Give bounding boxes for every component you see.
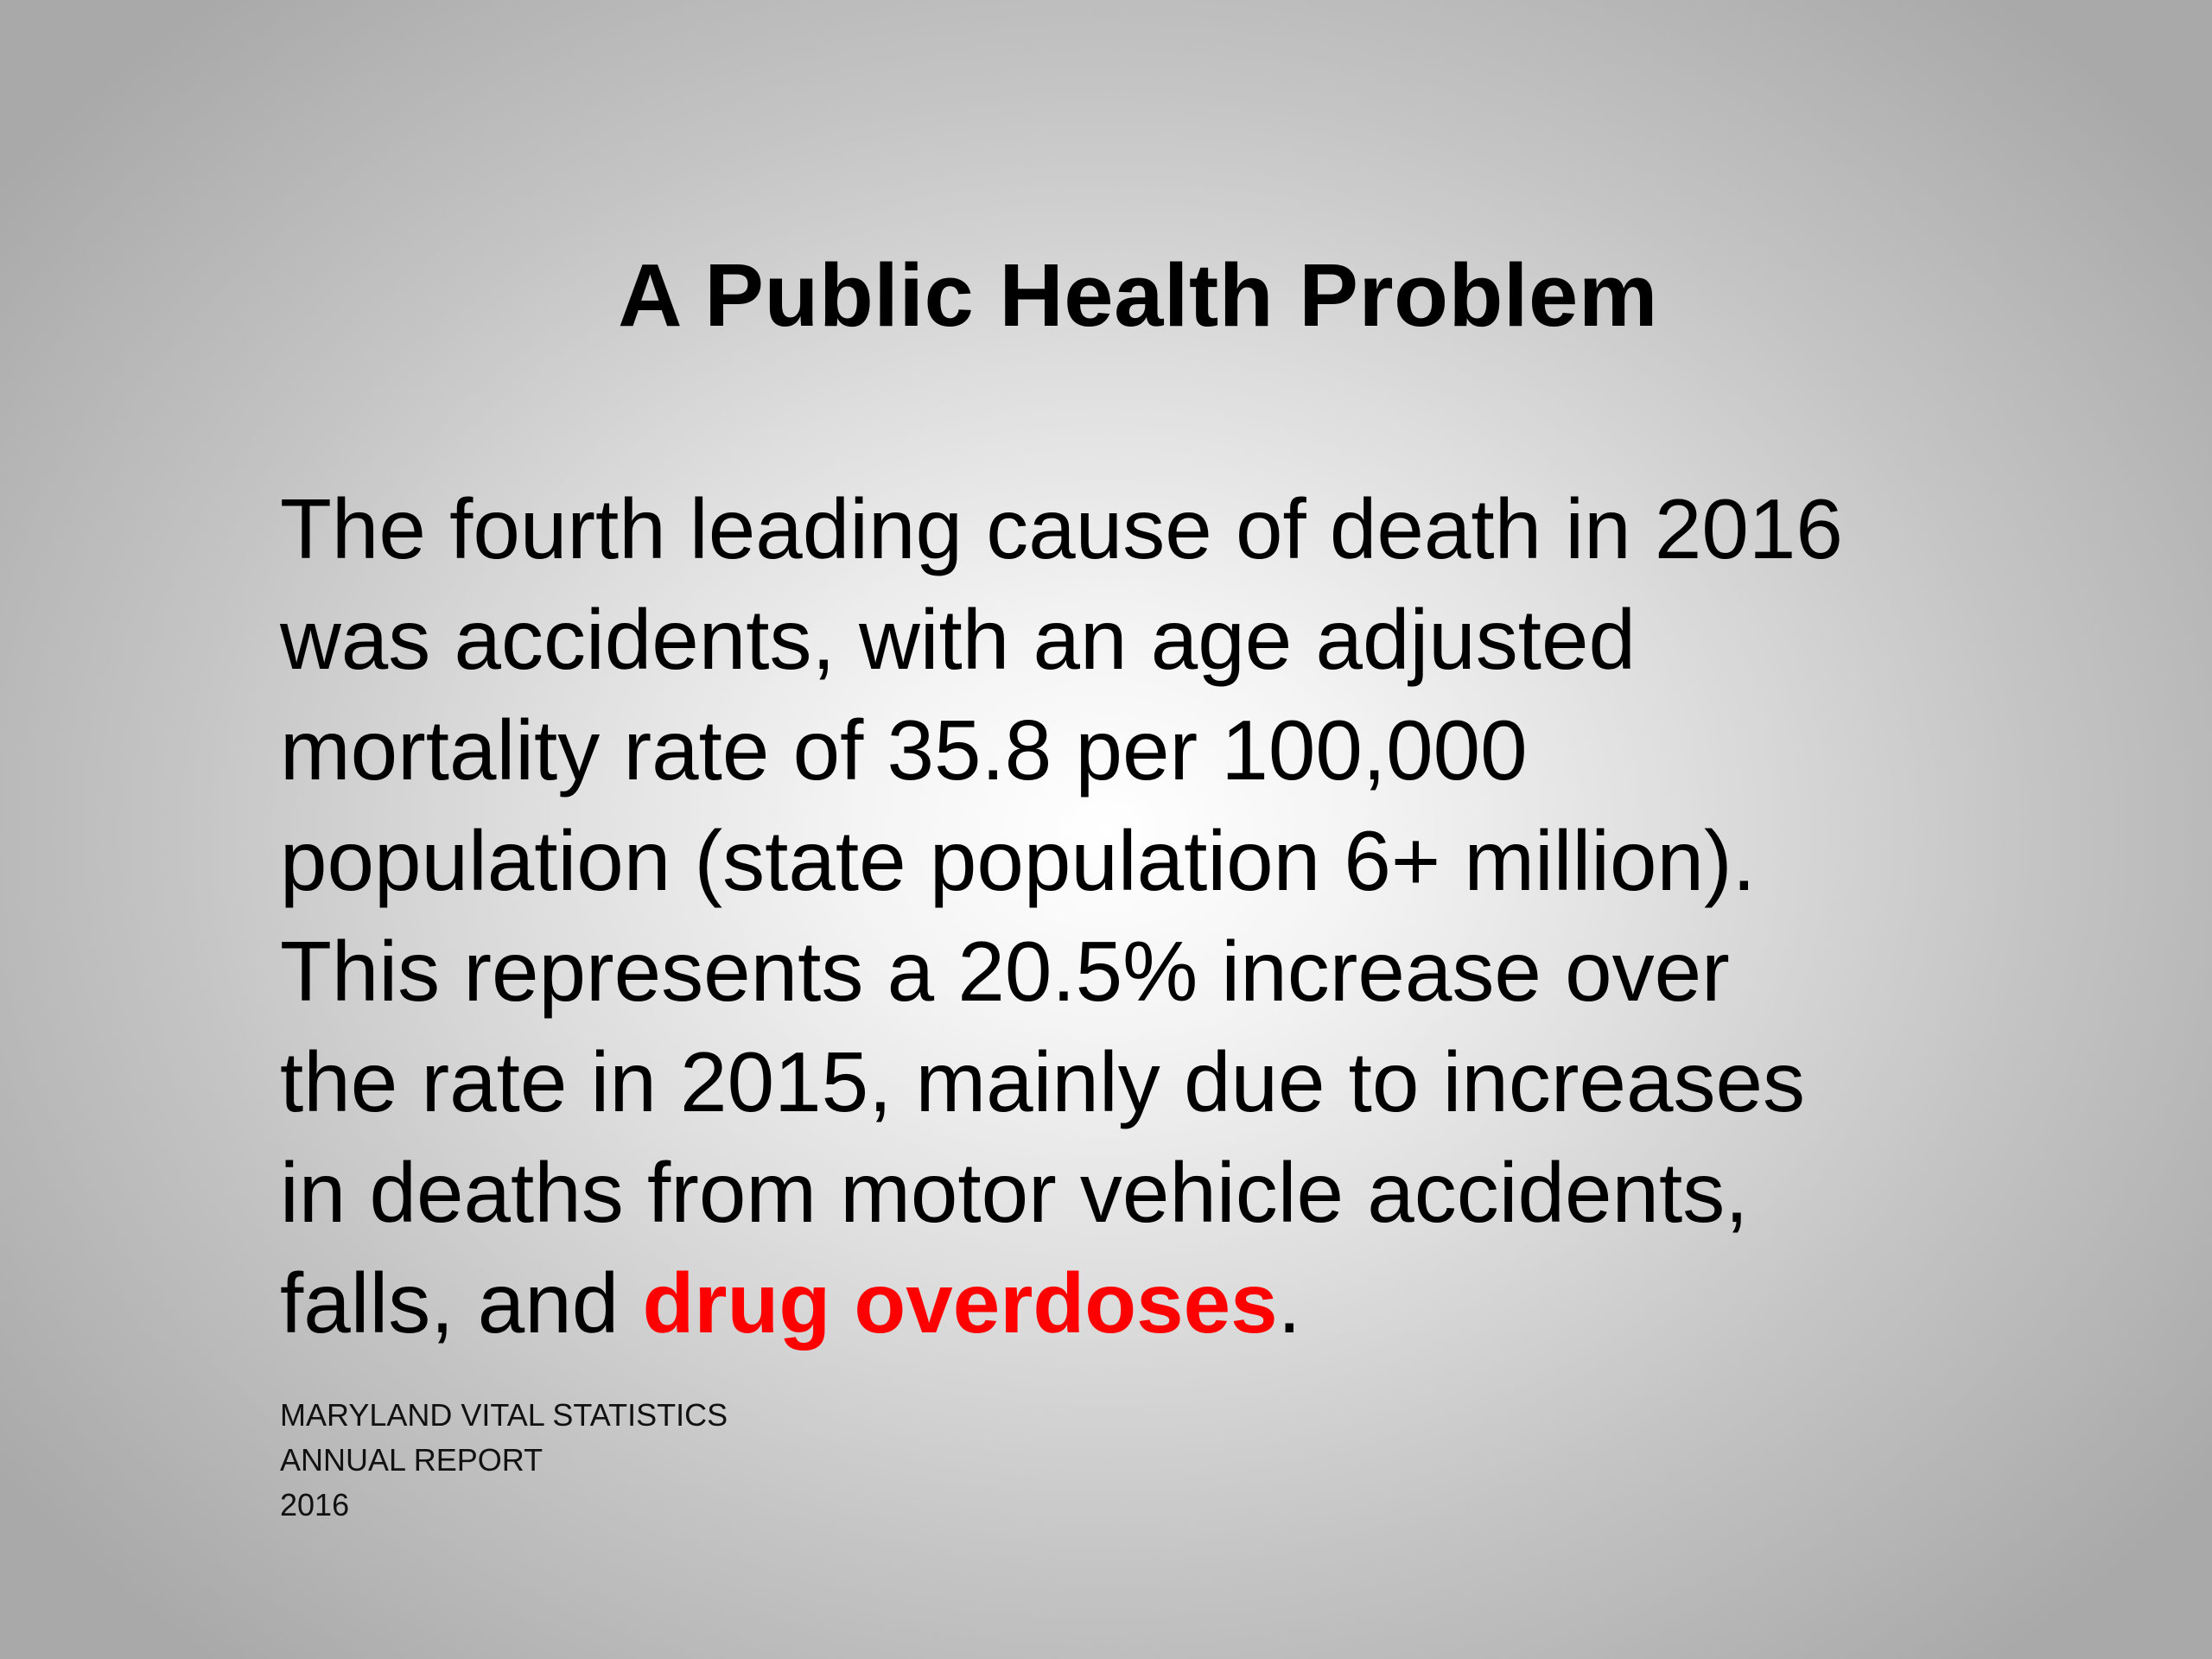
slide-body-text	[280, 474, 2060, 1358]
body-line: population (state population 6+ million).	[280, 813, 1756, 908]
body-line: in deaths from motor vehicle accidents,	[280, 1145, 1749, 1240]
slide-title: A Public Health Problem	[618, 245, 1658, 345]
source-line: 2016	[280, 1487, 350, 1522]
body-line: the rate in 2015, mainly due to increases	[280, 1034, 1806, 1129]
body-line: was accidents, with an age adjusted	[280, 592, 1636, 687]
body-line: The fourth leading cause of death in 2016	[280, 481, 1843, 576]
body-last-line-suffix: .	[1277, 1255, 1301, 1351]
body-last-line-prefix: falls, and	[280, 1255, 643, 1351]
body-last-line	[280, 1248, 2060, 1358]
highlighted-drug-overdoses: drug overdoses	[642, 1255, 1278, 1351]
source-line: ANNUAL REPORT	[280, 1442, 543, 1478]
body-line: This represents a 20.5% increase over	[280, 924, 1730, 1019]
source-line: MARYLAND VITAL STATISTICS	[280, 1397, 728, 1433]
source-citation	[280, 1393, 728, 1528]
body-line: mortality rate of 35.8 per 100,000	[280, 702, 1528, 798]
